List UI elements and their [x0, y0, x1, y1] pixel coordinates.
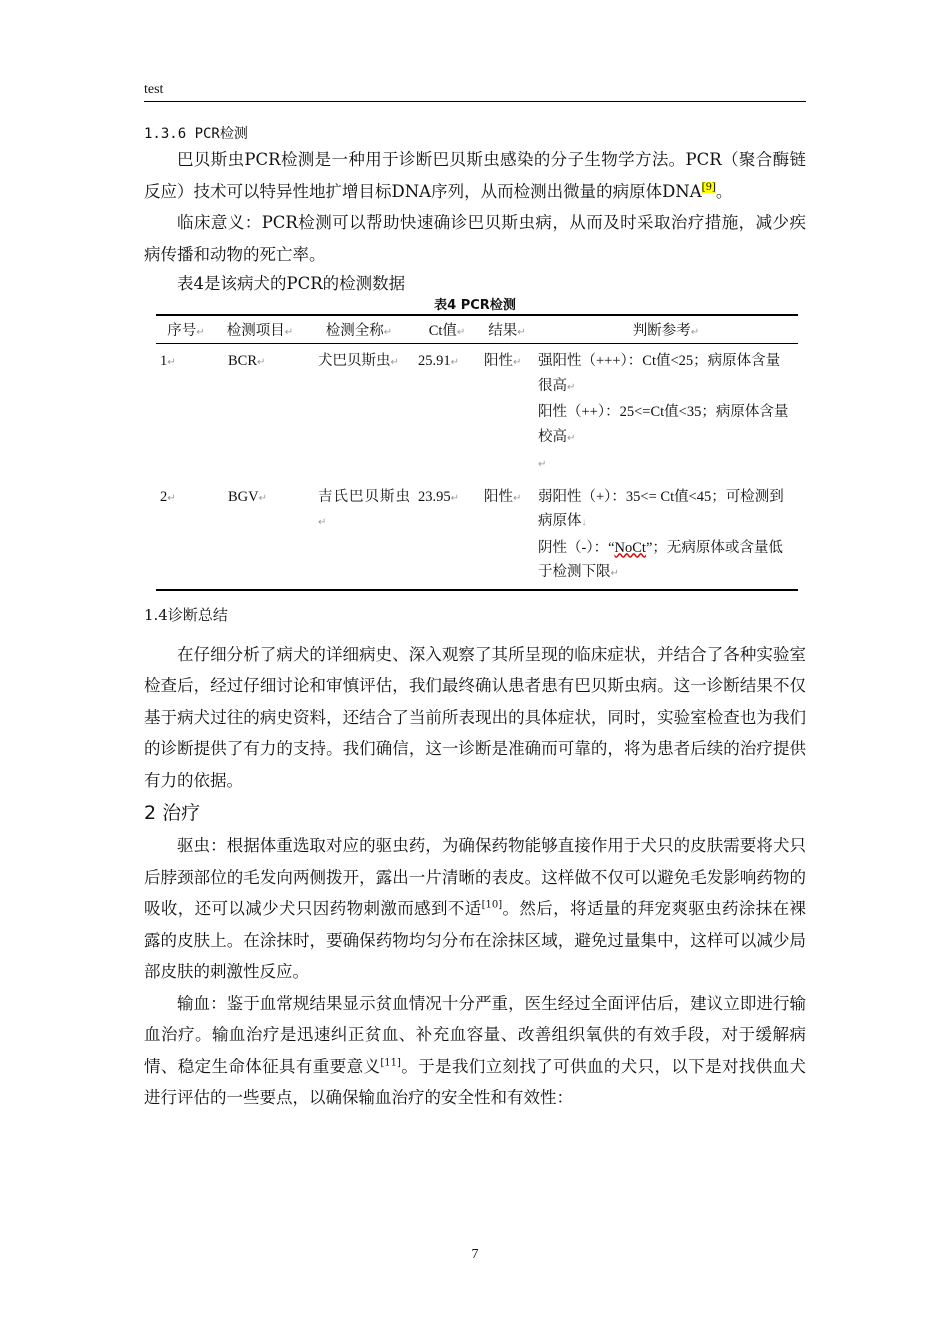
section-heading-1-3-6: 1.3.6 PCR检测	[144, 126, 248, 142]
page-body	[144, 124, 806, 1114]
section-heading-2: 2 治疗	[144, 802, 201, 824]
paragraph-table-intro: 表4是该病犬的PCR的检测数据	[177, 274, 406, 293]
spellcheck-word: NoCt	[614, 539, 646, 556]
cell-reference: 强阳性（+++）：Ct值<25；病原体含量很高↵ 阳性（++）：25<=Ct值<35；病原体含量校高↵ ↵	[538, 353, 789, 470]
cell-reference: 弱阳性（+）：35<= Ct值<45；可检测到病原体↓ 阴性（-）：“NoCt”；无病原体或含量低于检测下限↵	[534, 480, 798, 590]
pcr-table	[156, 314, 798, 591]
paragraph-diagnosis-summary: 在仔细分析了病犬的详细病史、深入观察了其所呈现的临床症状，并结合了各种实验室检查后，经过仔细讨论和审慎评估，我们最终确认患者患有巴贝斯虫病。这一诊断结果不仅基于病犬过往的病史资料，还结合了当前所表现出的具体症状，同时，实验室检查也为我们的诊断提供了有力的支持。我们确信，这一诊断是准确而可靠的，将为患者后续的治疗提供有力的依据。	[144, 644, 806, 790]
cell-item: BGV↵	[216, 480, 304, 590]
citation-11[interactable]: [11]	[380, 1057, 401, 1068]
table-row	[156, 344, 798, 480]
cell-no: 1↵	[160, 353, 176, 369]
paragraph-deworming: 驱虫：根据体重选取对应的驱虫药，为确保药物能够直接作用于犬只的皮肤需要将犬只后脖颈部位的毛发向两侧拨开，露出一片清晰的表皮。这样做不仅可以避免毛发影响药物的吸收，还可以减少犬只因药物刺激而感到不适[10]。然后，将适量的拜宠爽驱虫药涂抹在裸露的皮肤上。在涂抹时，要确保药物均匀分布在涂抹区域，避免过量集中，这样可以减少局部皮肤的刺激性反应。	[144, 836, 807, 981]
cell-name: 吉氏巴贝斯虫↵	[304, 480, 414, 590]
cell-result: 阳性↵	[480, 480, 534, 590]
page-number: 7	[471, 1247, 479, 1262]
table-row	[156, 480, 798, 590]
citation-10[interactable]: [10]	[481, 899, 503, 911]
col-header-no: 序号↵	[156, 315, 216, 344]
cell-ct: 25.91↵	[418, 353, 460, 369]
col-header-result: 结果↵	[480, 315, 534, 344]
paragraph-transfusion: 输血：鉴于血常规结果显示贫血情况十分严重，医生经过全面评估后，建议立即进行输血治疗。输血治疗是迅速纠正贫血、补充血容量、改善组织氧供的有效手段，对于缓解病情、稳定生命体征具有重要意义[11]。于是我们立刻找了可供血的犬只，以下是对找供血犬进行评估的一些要点，以确保输血治疗的安全性和有效性：	[144, 993, 807, 1107]
table-caption: 表4 PCR检测	[434, 298, 516, 313]
cell-ct: 23.95↵	[414, 480, 480, 590]
paragraph-pcr-intro-end: 。	[715, 181, 733, 201]
col-header-item: 检测项目↵	[216, 315, 304, 344]
col-header-name: 检测全称↵	[304, 315, 414, 344]
table-header-row	[156, 315, 798, 344]
paragraph-pcr-intro-text: 巴贝斯虫PCR检测是一种用于诊断巴贝斯虫感染的分子生物学方法。PCR（聚合酶链反应）技术可以特异性地扩增目标DNA序列，从而检测出微量的病原体DNA	[144, 150, 806, 201]
paragraph-pcr-intro	[144, 144, 806, 207]
col-header-ct: Ct值↵	[414, 315, 480, 344]
paragraph-clinical-significance: 临床意义：PCR检测可以帮助快速确诊巴贝斯虫病，从而及时采取治疗措施，减少疾病传播和动物的死亡率。	[144, 213, 806, 264]
running-header: test	[144, 82, 164, 97]
cell-result: 阳性↵	[484, 353, 522, 369]
section-heading-1-4: 1.4诊断总结	[144, 605, 228, 624]
cell-no: 2↵	[156, 480, 216, 590]
cell-name: 犬巴贝斯虫↵	[318, 353, 399, 369]
citation-9[interactable]: [9]	[701, 182, 716, 193]
cell-item: BCR↵	[228, 353, 266, 369]
col-header-reference: 判断参考↵	[534, 315, 798, 344]
header-rule	[144, 101, 806, 102]
